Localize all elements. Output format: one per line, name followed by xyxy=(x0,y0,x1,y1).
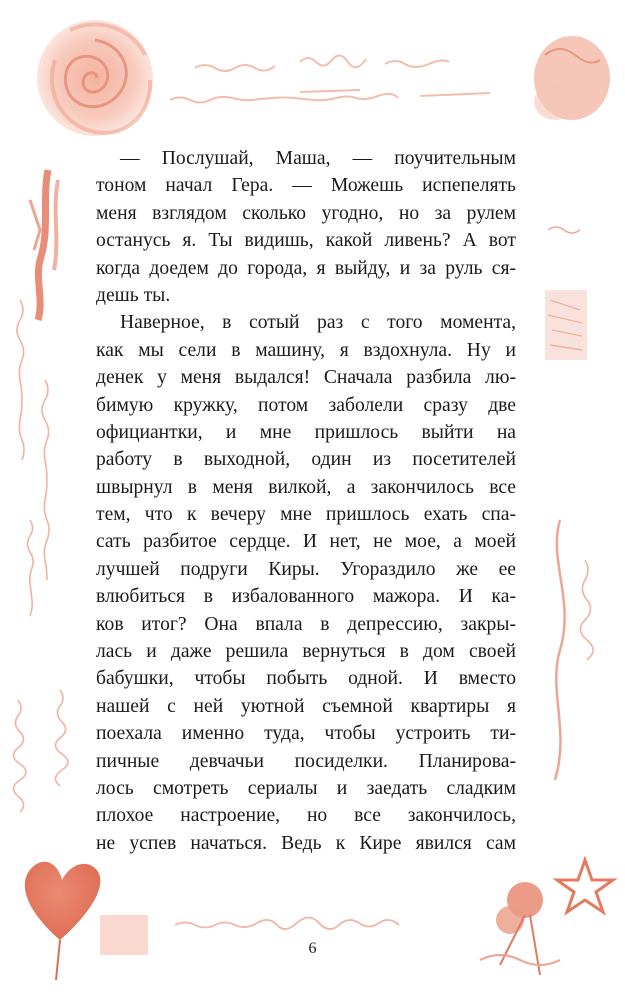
bottom-script-lines xyxy=(175,918,399,930)
left-brush-strokes xyxy=(30,170,58,320)
rose-icon xyxy=(37,20,153,136)
text-line: лось смотреть сериалы и заедать сладким xyxy=(96,777,516,799)
text-line: меня взглядом сколько угодно, но за рулем xyxy=(96,202,516,224)
top-right-smudge xyxy=(534,36,610,120)
text-line: сать разбитое сердце. И нет, не мое, а моей xyxy=(96,531,516,553)
text-line: денек у меня выдался! Сначала разбила лю- xyxy=(96,367,516,389)
body-text xyxy=(96,145,516,857)
text-line: когда доедем до города, я выйду, и за руль ся- xyxy=(96,257,516,279)
text-line: поехала именно туда, чтобы устроить ти- xyxy=(96,723,516,745)
text-line: работу в выходной, один из посетителей xyxy=(96,449,516,471)
text-line: лучшей подруги Киры. Угораздило же ее xyxy=(96,558,516,580)
text-line: тоном начал Гера. — Можешь испепелять xyxy=(96,175,516,197)
text-line: — Послушай, Маша, — поучительным xyxy=(120,148,516,169)
text-line: швырнул в меня вилкой, а закончилось все xyxy=(96,476,516,498)
text-line: дешь ты. xyxy=(96,284,171,306)
text-line: не успев начаться. Ведь к Кире явился сам xyxy=(96,832,516,854)
text-line: нашей с ней уютной съемной квартиры я xyxy=(96,695,516,717)
top-script-lines xyxy=(170,55,490,102)
text-line: пичные девчачьи посиделки. Планирова- xyxy=(96,750,516,772)
text-line: как мы сели в машину, я вздохнула. Ну и xyxy=(96,339,516,361)
text-line: Наверное, в сотый раз с того момента, xyxy=(120,312,516,334)
flower-icon xyxy=(480,882,560,975)
paragraph-2 xyxy=(96,309,516,857)
text-line: плохое настроение, но все закончилось, xyxy=(96,805,516,827)
page-number: 6 xyxy=(308,940,317,957)
text-line: бимую кружку, потом заболели сразу две xyxy=(96,394,516,416)
text-line: влюбиться в избалованного мажора. И ка- xyxy=(96,586,516,608)
text-line: официантки, и мне пришлось выйти на xyxy=(96,421,516,443)
text-line: бабушки, чтобы побыть одной. И вместо xyxy=(96,668,516,690)
right-decorations xyxy=(545,227,593,780)
heart-icon xyxy=(25,862,101,980)
text-line: лась и даже решила вернуться в дом своей xyxy=(96,641,516,663)
left-script xyxy=(13,300,68,812)
text-line: тем, что к вечеру мне пришлось ехать спа- xyxy=(96,504,516,526)
text-line: останусь я. Ты видишь, какой ливень? А вот xyxy=(96,230,516,252)
paragraph-1 xyxy=(96,145,516,309)
text-line: ков итог? Она впала в депрессию, закры- xyxy=(96,613,516,635)
star-icon xyxy=(557,860,613,912)
